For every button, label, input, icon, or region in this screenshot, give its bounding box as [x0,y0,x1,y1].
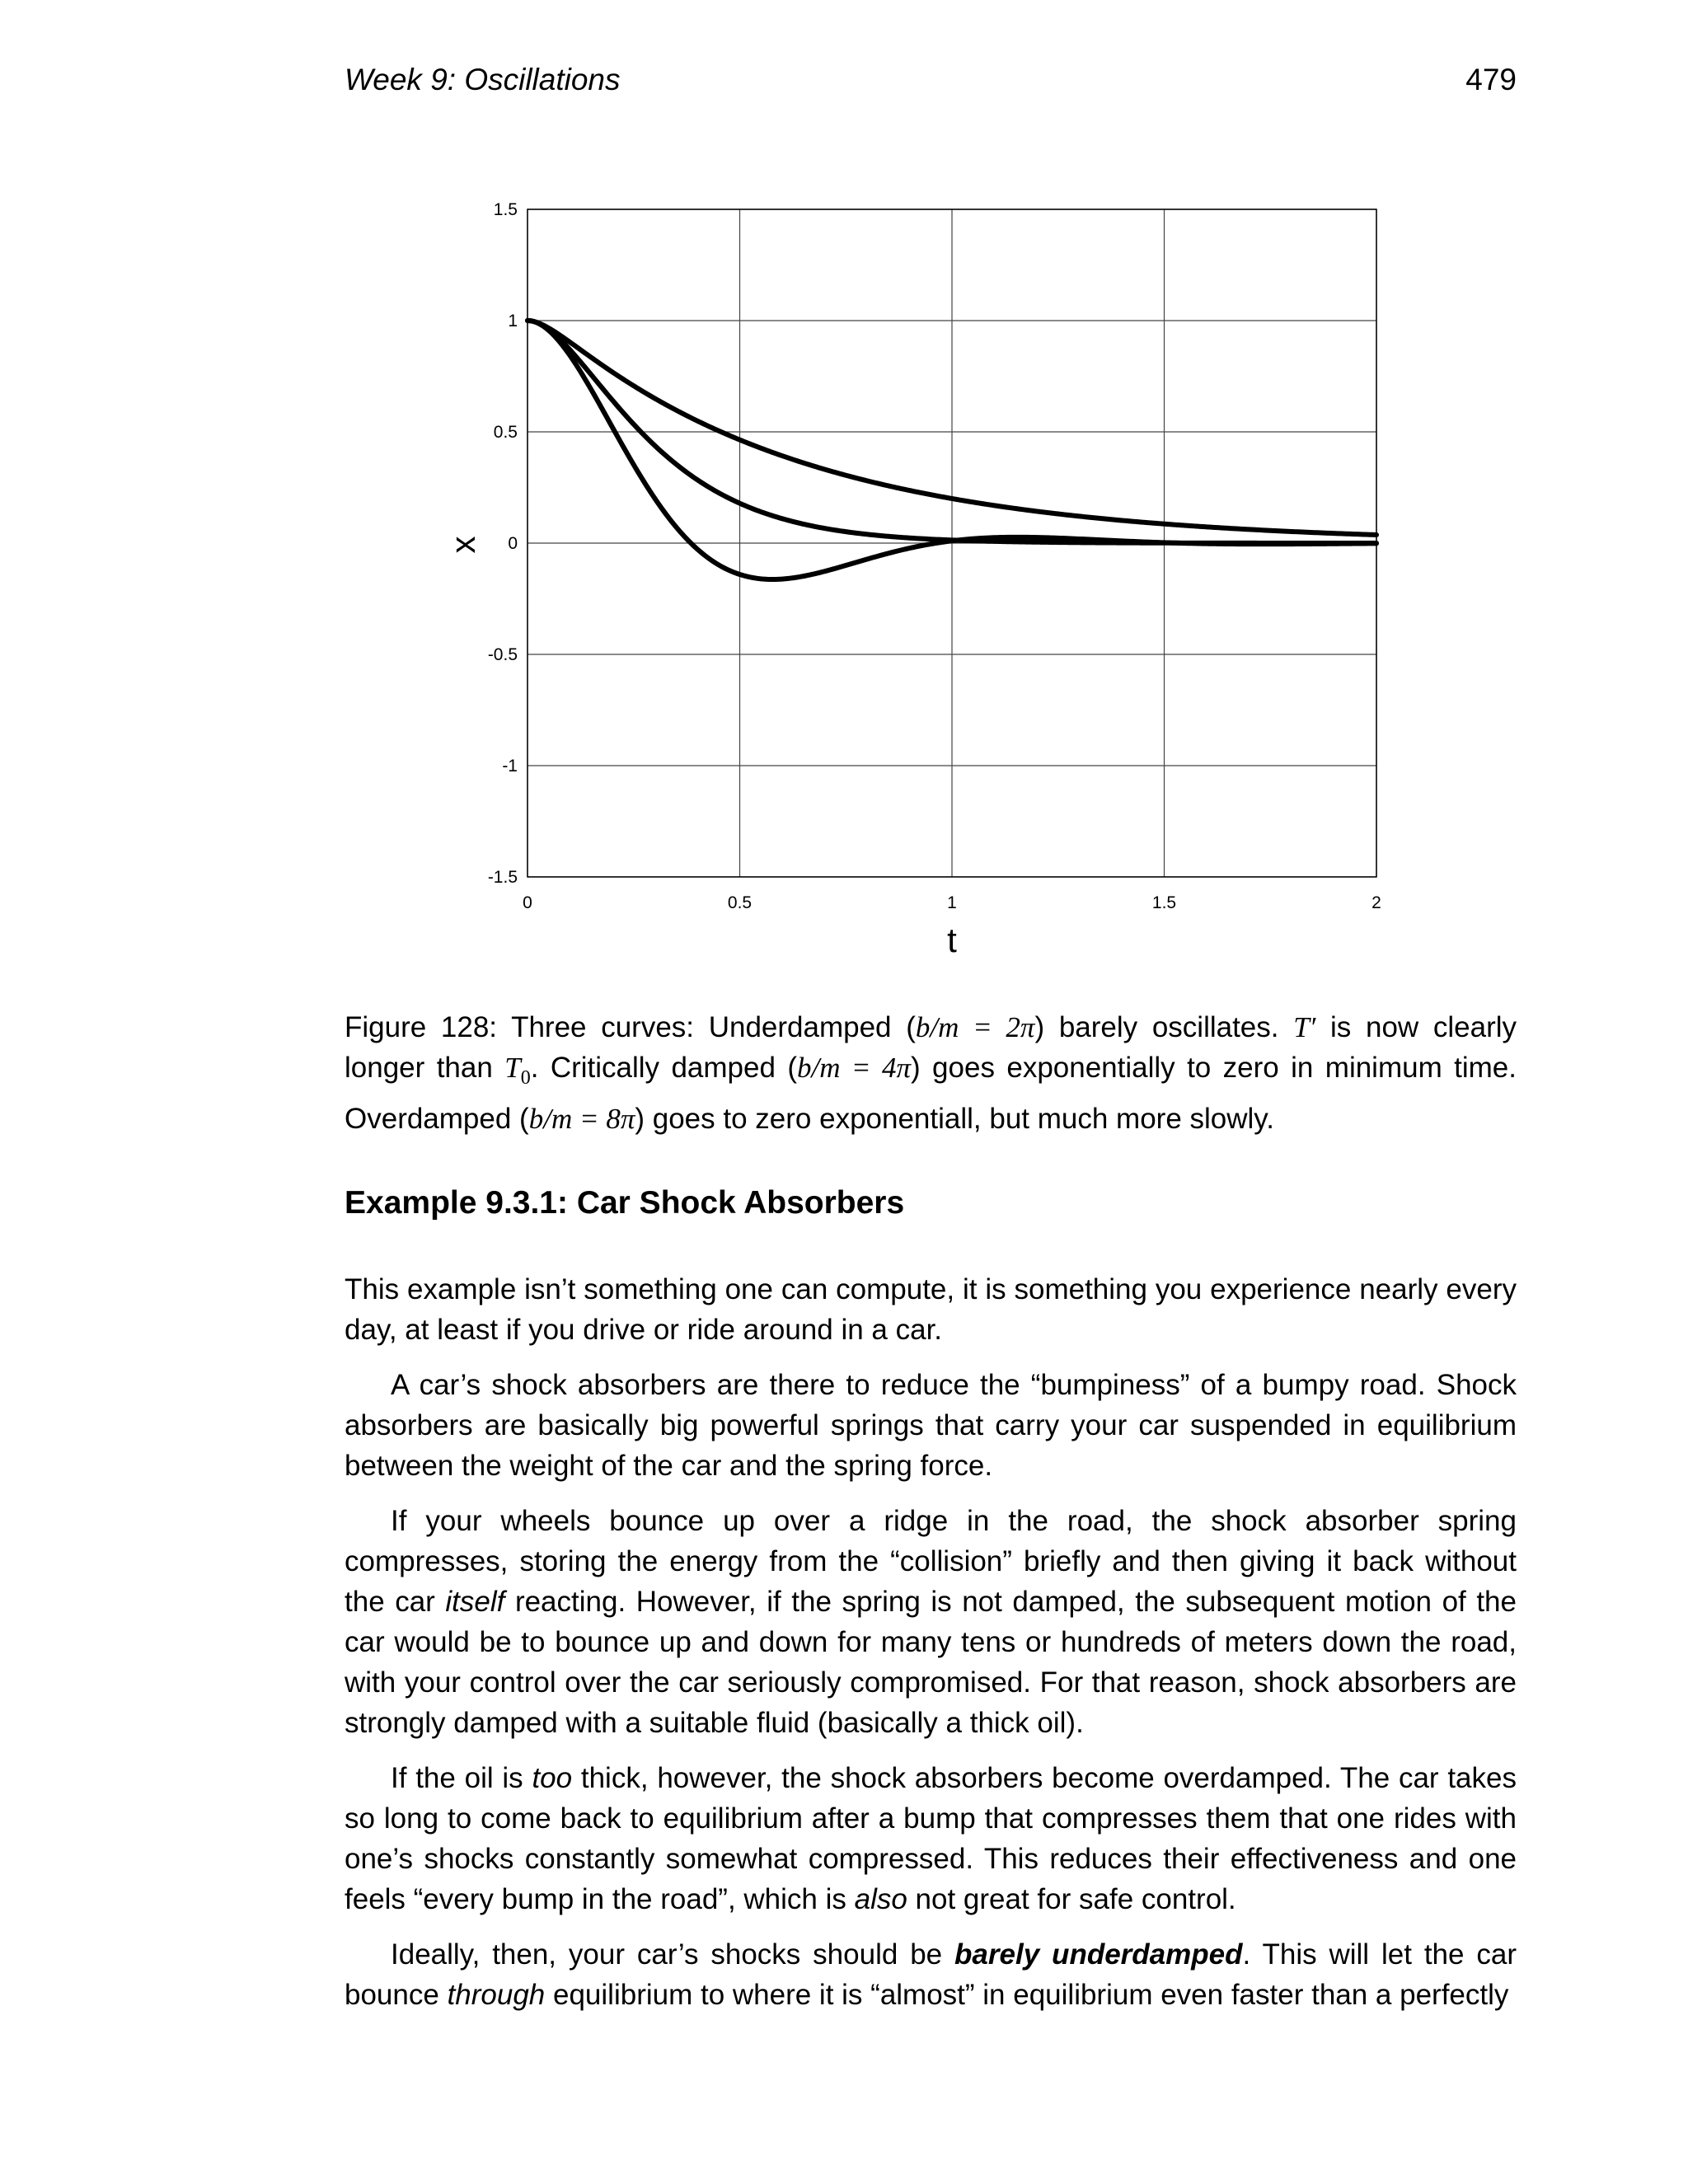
y-axis-label: x [443,536,483,554]
emphasis: too [532,1762,573,1794]
x-tick-label: 1 [947,893,957,912]
caption-text: is now clearly longer than [345,1011,1517,1084]
running-header-title: Week 9: Oscillations [345,63,621,96]
paragraph: This example isn’t something one can compute, it is something you experience nearly every day, at least if you drive or ride around in a car. [345,1273,1517,1346]
caption-math-subscript: 0 [520,1067,531,1089]
x-tick-label: 1.5 [1151,893,1177,912]
caption-math: b/m = 8π [528,1103,635,1135]
paragraph-text: . This will let the car bounce [345,1938,1517,2011]
figure-caption [345,1007,1517,1139]
damping-chart [0,0,1688,981]
paragraph-text: thick, however, the shock absorbers become overdamped. The car takes so long to come back to equilibrium after a bump that compresses them that one rides with one’s shocks constantly somewhat compressed. This reduces their effectiveness and one feels “every bump in the road”, which is [345,1762,1517,1915]
paragraph-text: not great for safe control. [907,1883,1236,1915]
y-tick-label: -1.5 [487,868,518,887]
emphasis: itself [445,1586,505,1618]
caption-math: T [504,1052,521,1084]
caption-math: b/m = 4π [796,1052,911,1084]
paragraph [345,1758,1517,1919]
y-tick-label: 1 [508,312,518,330]
x-tick-label: 0 [523,893,532,912]
example-body [345,1269,1517,2030]
caption-text: . Critically damped ( [530,1052,797,1084]
paragraph-text: reacting. However, if the spring is not damped, the subsequent motion of the car would be to bounce up and down for many tens or hundreds of meters down the road, with your control over the car seriously compromised. For that reason, shock absorbers are strongly damped with a suitable fluid (basically a thick oil). [345,1586,1517,1739]
example-title: Example 9.3.1: Car Shock Absorbers [345,1185,905,1221]
paragraph: A car’s shock absorbers are there to reduce the “bumpiness” of a bumpy road. Shock absorbers are basically big powerful springs that carry your car suspended in equilibrium between the weight of the car and the spring force. [345,1369,1517,1482]
y-tick-label: -0.5 [487,645,518,664]
x-tick-label: 0.5 [727,893,753,912]
paragraph [345,1501,1517,1743]
page-number: 479 [1465,63,1517,96]
strong-emphasis: barely underdamped [954,1938,1243,1971]
paragraph [345,1934,1517,2015]
caption-text: Three curves: Underdamped ( [497,1011,916,1043]
paragraph-text: If your wheels bounce up over a ridge in the road, the shock absorber spring compresses, storing the energy from the “collision” briefly and then giving it back without the car [345,1505,1517,1618]
paragraph-text: If the oil is [391,1762,532,1794]
caption-text: ) goes to zero exponentiall, but much more slowly. [635,1103,1274,1135]
emphasis: also [854,1883,907,1915]
y-tick-label: 0 [508,534,518,553]
caption-text: ) barely oscillates. [1034,1011,1294,1043]
x-tick-label: 2 [1372,893,1381,912]
caption-math: T′ [1293,1011,1316,1043]
paragraph-text: Ideally, then, your car’s shocks should be [391,1938,955,1971]
paragraph-text: equilibrium to where it is “almost” in equilibrium even faster than a perfectly [545,1979,1509,2011]
caption-label: Figure 128: [345,1011,498,1043]
x-axis-label: t [947,921,957,959]
chart-ticks [488,200,1381,912]
y-tick-label: -1 [502,757,518,776]
caption-math: b/m = 2π [915,1011,1035,1043]
y-tick-label: 1.5 [493,200,518,219]
emphasis: through [447,1979,546,2011]
caption-text: ) goes exponentially to zero in minimum time. Overdamped ( [345,1052,1517,1135]
y-tick-label: 0.5 [493,423,518,442]
